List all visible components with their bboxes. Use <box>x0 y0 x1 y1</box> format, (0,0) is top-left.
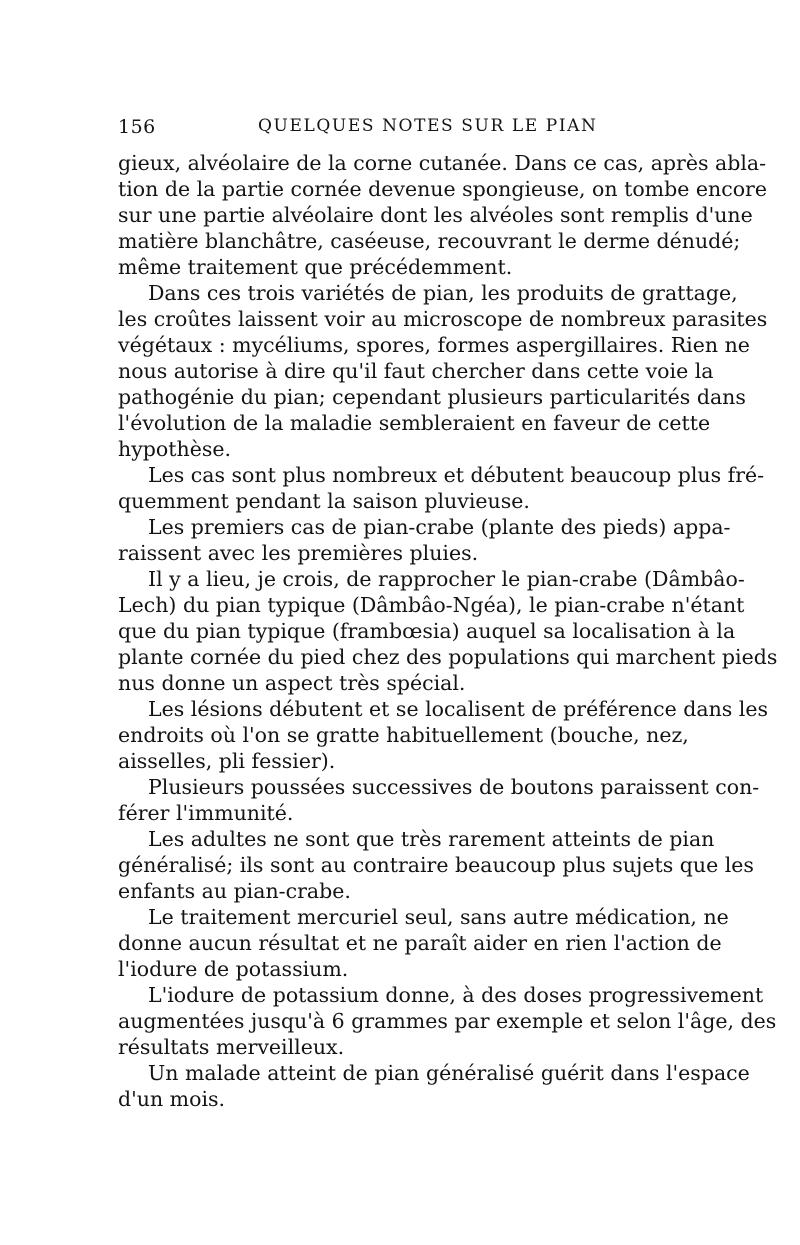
text-line: Il y a lieu, je crois, de rapprocher le pian-crabe (Dâmbâo- <box>148 567 745 591</box>
text-line: L'iodure de potassium donne, à des doses progressivement <box>148 983 764 1007</box>
text-line: enfants au pian-crabe. <box>118 879 351 903</box>
text-line: plante cornée du pied chez des populations qui marchent pieds <box>118 645 778 669</box>
text-line: donne aucun résultat et ne paraît aider en rien l'action de <box>118 931 722 955</box>
text-line: endroits où l'on se gratte habituellement (bouche, nez, <box>118 723 689 747</box>
text-line: hypothèse. <box>118 437 231 461</box>
text-line: résultats merveilleux. <box>118 1035 345 1059</box>
text-line: Lech) du pian typique (Dâmbâo-Ngéa), le pian-crabe n'étant <box>118 593 745 617</box>
text-line: matière blanchâtre, caséeuse, recouvrant le derme dénudé; <box>118 229 741 253</box>
body-text <box>118 150 778 1112</box>
text-line: Le traitement mercuriel seul, sans autre médication, ne <box>148 905 729 929</box>
text-line: raissent avec les premières pluies. <box>118 541 479 565</box>
text-line: Dans ces trois variétés de pian, les produits de grattage, <box>148 281 738 305</box>
text-line: même traitement que précédemment. <box>118 255 513 279</box>
text-line: nus donne un aspect très spécial. <box>118 671 466 695</box>
text-line: d'un mois. <box>118 1087 226 1111</box>
text-line: généralisé; ils sont au contraire beaucoup plus sujets que les <box>118 853 754 877</box>
running-title: QUELQUES NOTES SUR LE PIAN <box>258 116 598 136</box>
text-line: augmentées jusqu'à 6 grammes par exemple et selon l'âge, des <box>118 1009 777 1033</box>
text-line: Les premiers cas de pian-crabe (plante des pieds) appa- <box>148 515 731 539</box>
text-line: pathogénie du pian; cependant plusieurs particularités dans <box>118 385 746 409</box>
text-line: Plusieurs poussées successives de boutons paraissent con- <box>148 775 760 799</box>
text-line: tion de la partie cornée devenue spongieuse, on tombe encore <box>118 177 767 201</box>
text-line: que du pian typique (frambœsia) auquel sa localisation à la <box>118 619 736 643</box>
text-line: l'iodure de potassium. <box>118 957 349 981</box>
text-line: Les adultes ne sont que très rarement atteints de pian <box>148 827 715 851</box>
page-header <box>118 116 688 144</box>
text-line: Les cas sont plus nombreux et débutent beaucoup plus fré- <box>148 463 765 487</box>
text-line: nous autorise à dire qu'il faut chercher dans cette voie la <box>118 359 714 383</box>
text-line: Les lésions débutent et se localisent de préférence dans les <box>148 697 769 721</box>
text-line: l'évolution de la maladie sembleraient en faveur de cette <box>118 411 711 435</box>
text-line: gieux, alvéolaire de la corne cutanée. Dans ce cas, après abla- <box>118 151 767 175</box>
text-line: quemment pendant la saison pluvieuse. <box>118 489 530 513</box>
text-line: sur une partie alvéolaire dont les alvéoles sont remplis d'une <box>118 203 753 227</box>
text-line: les croûtes laissent voir au microscope de nombreux parasites <box>118 307 768 331</box>
text-line: Un malade atteint de pian généralisé guérit dans l'espace <box>148 1061 750 1085</box>
page-number: 156 <box>118 116 156 138</box>
text-line: férer l'immunité. <box>118 801 294 825</box>
text-line: végétaux : mycéliums, spores, formes aspergillaires. Rien ne <box>118 333 750 357</box>
text-line: aisselles, pli fessier). <box>118 749 336 773</box>
